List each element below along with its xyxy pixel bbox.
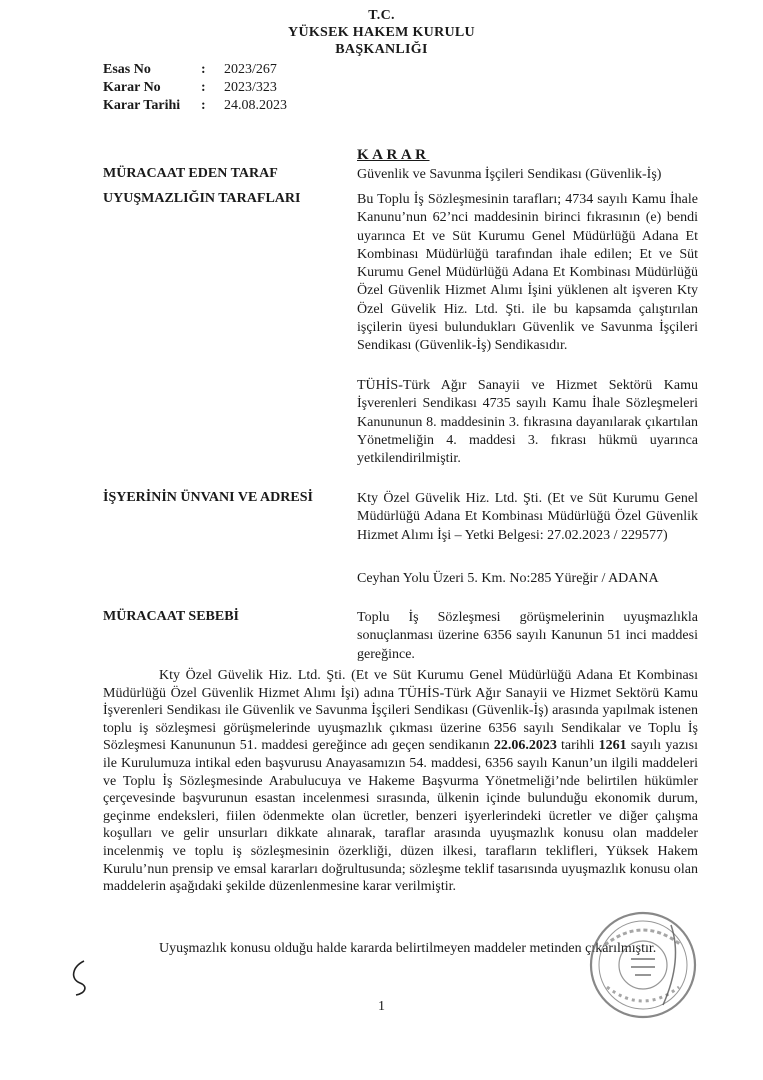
handwritten-mark — [66, 957, 96, 997]
text-parties-1: Bu Toplu İş Sözleşmesinin tarafları; 4734 sayılı Kamu İhale Kanunu’nun 62’nci maddesinin birinci fıkrasının (e) bendi uyarınca Et ve Süt Kurumu Genel Müdürlüğü Adana Et Kombinası Müdürlüğü tarafından ihale edilen; Et ve Süt Kurumu Genel Müdürlüğü Adana Et Kombinası Müdürlüğü Özel Güvenlik Hizmet Alımı İşini yüklenen alt işveren Kty Özel Güvelik Hiz. Ltd. Şti. ile bu kapsamda çalıştırılan işçilerin üyesi bulundukları Güvenlik ve Savunma İşçileri Sendikası (Güvenlik-İş) Sendikasıdır. — [357, 192, 698, 354]
text-parties-2: TÜHİS-Türk Ağır Sanayii ve Hizmet Sektörü Kamu İşverenleri Sendikası 4735 sayılı Kamu İhale Sözleşmeleri Kanununun 8. maddesinin 3. fıkrasına dayanılarak çıkartılan Yönetmeliğin 4. maddesi 3. fıkrası hükmü uyarınca yetkilendirilmiştir. — [357, 378, 698, 467]
meta-colon: : — [201, 62, 206, 77]
label-parties: UYUŞMAZLIĞIN TARAFLARI — [103, 191, 301, 206]
body-paragraph-1 — [103, 667, 698, 896]
text-workplace-address: Ceyhan Yolu Üzeri 5. Km. No:285 Yüreğir / ADANA — [357, 571, 659, 586]
meta-row-tarih — [0, 98, 763, 116]
text-applicant: Güvenlik ve Savunma İşçileri Sendikası (Güvenlik-İş) — [357, 167, 662, 182]
official-seal-stamp — [583, 905, 703, 1025]
meta-key: Esas No — [103, 62, 151, 77]
header-presidency: BAŞKANLIĞI — [335, 42, 428, 57]
meta-value: 24.08.2023 — [224, 98, 287, 113]
label-workplace: İŞYERİNİN ÜNVANI VE ADRESİ — [103, 490, 313, 505]
text-workplace: Kty Özel Güvelik Hiz. Ltd. Şti. (Et ve Süt Kurumu Genel Müdürlüğü Adana Et Kombinası Müdürlüğü Özel Güvenlik Hizmet Alımı İşi – Yetki Belgesi: 27.02.2023 / 229577) — [357, 491, 698, 543]
label-applicant: MÜRACAAT EDEN TARAF — [103, 166, 278, 181]
body-paragraph-2: Uyuşmazlık konusu olduğu halde kararda belirtilmeyen maddeler metinden çıkarılmıştır. — [159, 941, 657, 956]
text-reason: Toplu İş Sözleşmesi görüşmelerinin uyuşmazlıkla sonuçlanması üzerine 6356 sayılı Kanunun 51 inci maddesi gereğince. — [357, 610, 698, 662]
meta-colon: : — [201, 98, 206, 113]
document-title: KARAR — [357, 147, 430, 163]
meta-key: Karar No — [103, 80, 161, 95]
meta-row-esas — [0, 62, 763, 80]
header-tc: T.C. — [368, 8, 395, 23]
meta-key: Karar Tarihi — [103, 98, 181, 113]
meta-value: 2023/267 — [224, 62, 277, 77]
body-p1-date: 22.06.2023 — [493, 738, 557, 754]
header-institution: YÜKSEK HAKEM KURULU — [288, 25, 475, 40]
body-p1-a: Kty Özel Güvelik Hiz. Ltd. Şti. (Et ve Süt Kurumu Genel Müdürlüğü Adana Et Kombinası Müdürlüğü Özel Güvenlik Hizmet Alımı İşi) adına TÜHİS-Türk Ağır Sanayii ve Hizmet Sektörü Kamu İşverenleri Sendikası ile Güvenlik ve Savunma İşçileri Sendikası (Güvenlik-İş) arasında yapılmak istenen toplu iş sözleşmesi görüşmelerinde uyuşmazlık çıkması üzerine 6356 sayılı Sendikalar ve Toplu İş Sözleşmesi Kanununun 51. maddesi gereğince adı geçen sendikanın — [103, 668, 698, 754]
body-p1-b: tarihli — [556, 738, 599, 754]
meta-value: 2023/323 — [224, 80, 277, 95]
body-p1-c: sayılı yazısı ile Kurulumuza intikal eden başvurusu Anayasamızın 54. maddesi, 6356 sayılı Kanun’un ilgili maddeleri ve Toplu İş Sözleşmesinde Arabulucuya ve Hakeme Başvurma Yönetmeliği’nde belirtilen hükümler çerçevesinde başvurunun esastan incelenmesi sırasında, ülkenin içinde bulunduğu ekonomik durum, geçinme endeksleri, fiilen ödenmekte olan ücretler, benzeri işyerlerindeki ücretler ve diğer çalışma koşulları ve gelir unsurları dikkate alınarak, taraflar arasında uyuşmazlık konusu olan maddeler incelenmiş ve toplu iş sözleşmesinin özerkliği, düzen ilkesi, tarafların teklifleri, Yüksek Hakem Kurulu’nun prensip ve emsal kararları doğrultusunda; sözleşme teklif tasarısında uyuşmazlık konusu olan maddelerin aşağıdaki şekilde düzenlenmesine karar verilmiştir. — [103, 738, 699, 895]
label-reason: MÜRACAAT SEBEBİ — [103, 609, 240, 624]
meta-row-karar — [0, 80, 763, 98]
page-number: 1 — [378, 999, 385, 1014]
meta-colon: : — [201, 80, 206, 95]
case-meta — [0, 62, 763, 122]
body-p1-number: 1261 — [598, 738, 627, 754]
